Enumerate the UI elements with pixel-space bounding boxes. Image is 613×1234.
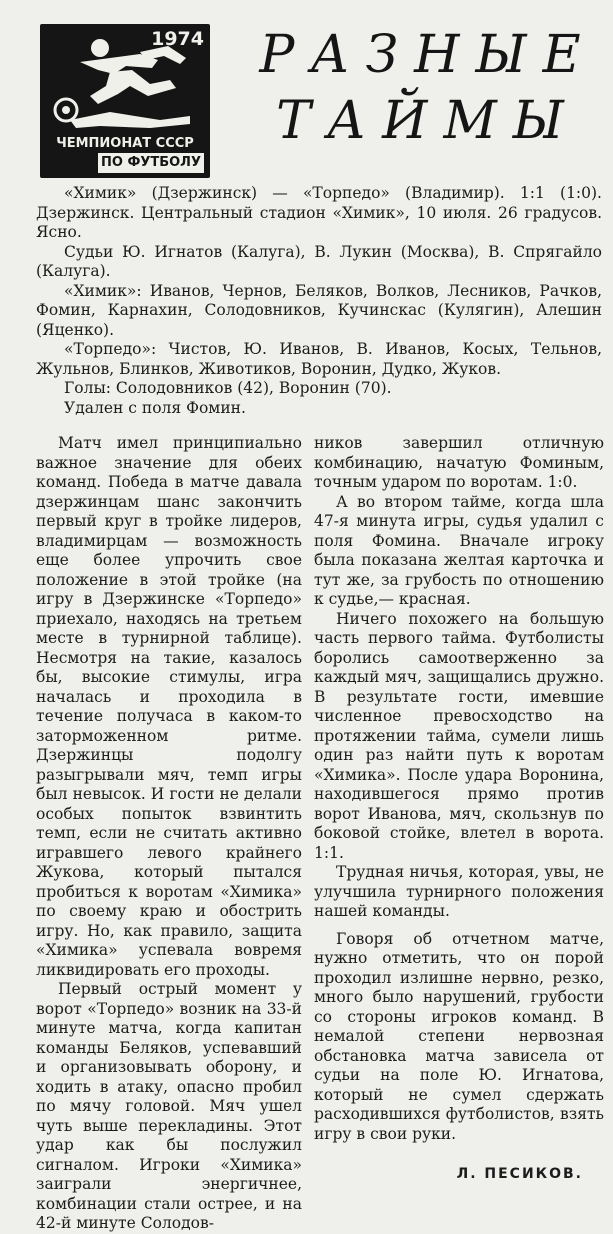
match-result: «Химик» (Дзержинск) — «Торпедо» (Владимир). 1:1 (1:0). Дзержинск. Центральный стадион «Химик», 10 июля. 26 градусов. Ясно. <box>36 184 602 241</box>
goals: Голы: Солодовников (42), Воронин (70). <box>64 379 392 397</box>
logo-subtitle: ПО ФУТБОЛУ <box>98 153 204 173</box>
author-signature: Л. ПЕСИКОВ. <box>456 1166 583 1182</box>
article-paragraph: ников завершил отличную комбинацию, начатую Фоминым, точным ударом по воротам. 1:0. <box>314 434 604 491</box>
championship-logo <box>40 24 210 178</box>
lineup-khimik: «Химик»: Иванов, Чернов, Беляков, Волков, Лесников, Рачков, Фомин, Карнахин, Солодовников, Кучинскас (Кулягин), Алешин (Яценко). <box>36 281 602 339</box>
headline <box>258 22 598 154</box>
match-referees: Судьи Ю. Игнатов (Калуга), В. Лукин (Москва), В. Спрягайло (Калуга). <box>36 242 602 280</box>
headline-line-1: РАЗНЫЕ <box>259 25 597 85</box>
article-paragraph: Матч имел принципиально важное значение для обеих команд. Победа в матче давала дзержинцам шанс закончить первый круг в тройке лидеров, владимирцам — возможность еще более упрочить свое положение в этой тройке (на игру в Дзержинске «Торпедо» приехало, находясь на третьем месте в турнирной таблице). Несмотря на такие, казалось бы, высокие стимулы, игра началась и проходила в течение получаса в каком-то заторможенном ритме. Дзержинцы подолгу разыгрывали мяч, темп игры был невысок. И гости не делали особых попыток взвинтить темп, если не считать активно игравшего левого крайнего Жукова, который пытался пробиться к воротам «Химика» по своему краю и обострить игру. Но, как правило, защита «Химика» успевала вовремя ликвидировать его проходы. <box>36 434 302 979</box>
match-info <box>36 184 602 418</box>
article-paragraph: Трудная ничья, которая, увы, не улучшила турнирного положения нашей команды. <box>314 863 604 920</box>
headline-line-2: ТАЙМЫ <box>276 91 580 151</box>
article-paragraph: Первый острый момент у ворот «Торпедо» возник на 33-й минуте матча, когда капитан команды Беляков, успевавший и организовывать оборону, и ходить в атаку, опасно пробил по мячу головой. Мяч ушел чуть выше перекладины. Этот удар как бы послужил сигналом. Игроки «Химика» заиграли энергичнее, комбинации стали острее, и на 42-й минуте Солодов- <box>36 980 302 1232</box>
sent-off: Удален с поля Фомин. <box>64 398 246 417</box>
lineup-torpedo: «Торпедо»: Чистов, Ю. Иванов, В. Иванов, Косых, Тельнов, Жульнов, Блинков, Животиков, Воронин, Дудко, Жуков. <box>36 340 602 378</box>
logo-title: ЧЕМПИОНАТ СССР <box>56 136 194 151</box>
logo-year: 1974 <box>151 28 204 50</box>
article-paragraph: А во втором тайме, когда шла 47-я минута игры, судья удалил с поля Фомина. Вначале игроку была показана желтая карточка и тут же, за грубость по отношению к судье,— красная. <box>314 492 604 608</box>
article-paragraph: Говоря об отчетном матче, нужно отметить, что он порой проходил излишне нервно, резко, много было нарушений, грубости со стороны игроков команд. В немалой степени нервозная обстановка матча зависела от судьи на поле Ю. Игнатова, который не сумел сдержать расходившихся футболистов, взять игру в свои руки. <box>314 929 604 1143</box>
article-paragraph: Ничего похожего на большую часть первого тайма. Футболисты боролись самоотверженно за каждый мяч, защищались дружно. В результате гости, имевшие численное превосходство на протяжении тайма, сумели лишь один раз найти путь к воротам «Химика». После удара Воронина, находившегося прямо против ворот Иванова, мяч, скользнув по боковой стойке, влетел в ворота. 1:1. <box>314 609 604 862</box>
article-column-left <box>36 434 302 1234</box>
article-column-right <box>314 434 604 1144</box>
